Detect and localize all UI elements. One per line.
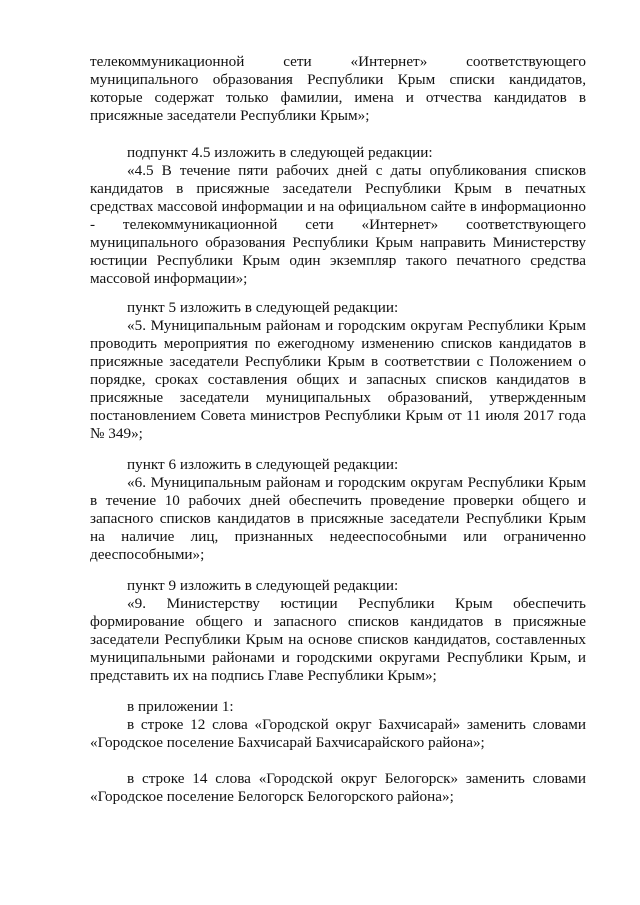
row-12-replacement: в строке 12 слова «Городской округ Бахчисарай» заменить словами «Городское поселение Бахчисарай Бахчисарайского района»; (90, 716, 586, 751)
continuation-paragraph: телекоммуникационной сети «Интернет» соответствующего муниципального образования Республики Крым списки кандидатов, которые содержат только фамилии, имена и отчества кандидатов в присяжные заседатели Республики Крым»; (90, 53, 586, 124)
point-9-heading: пункт 9 изложить в следующей редакции: (127, 577, 399, 594)
point-5-heading: пункт 5 изложить в следующей редакции: (127, 299, 399, 316)
appendix-1-block (90, 698, 586, 806)
point-6-heading: пункт 6 изложить в следующей редакции: (127, 456, 399, 473)
point-9-block (90, 577, 586, 685)
point-6-block (90, 456, 586, 564)
subpoint-4-5-text: «4.5 В течение пяти рабочих дней с даты опубликования списков кандидатов в присяжные заседатели Республики Крым в печатных средствах массовой информации и на официальном сайте в информационно - телекоммуникационной сети «Интернет» соответствующего муниципального образования Республики Крым направить Министерству юстиции Республики Крым один экземпляр такого печатного средства массовой информации»; (90, 162, 586, 287)
point-5-block (90, 299, 586, 443)
subpoint-4-5-heading: подпункт 4.5 изложить в следующей редакции: (127, 144, 433, 161)
point-6-text: «6. Муниципальным районам и городским округам Республики Крым в течение 10 рабочих дней обеспечить проведение проверки общего и запасного списков кандидатов в присяжные заседатели Республики Крым на наличие лиц, признанных недееспособными или ограниченно дееспособными»; (90, 474, 586, 563)
continuation-block (90, 53, 586, 125)
subpoint-4-5-block (90, 144, 586, 288)
appendix-1-heading: в приложении 1: (127, 698, 234, 715)
paragraph-gap (90, 752, 586, 770)
row-14-replacement: в строке 14 слова «Городской округ Белогорск» заменить словами «Городское поселение Белогорск Белогорского района»; (90, 770, 586, 805)
point-9-text: «9. Министерству юстиции Республики Крым обеспечить формирование общего и запасного списков кандидатов в присяжные заседатели Республики Крым на основе списков кандидатов, составленных муниципальными районами и городскими округами Республики Крым, и представить их на подпись Главе Республики Крым»; (90, 595, 586, 684)
point-5-text: «5. Муниципальным районам и городским округам Республики Крым проводить мероприятия по ежегодному изменению списков кандидатов в присяжные заседатели Республики Крым в соответствии с Положением о порядке, сроках составления общих и запасных списков кандидатов в присяжные заседатели муниципальных образований, утвержденным постановлением Совета министров Республики Крым от 11 июля 2017 года № 349»; (90, 317, 586, 442)
